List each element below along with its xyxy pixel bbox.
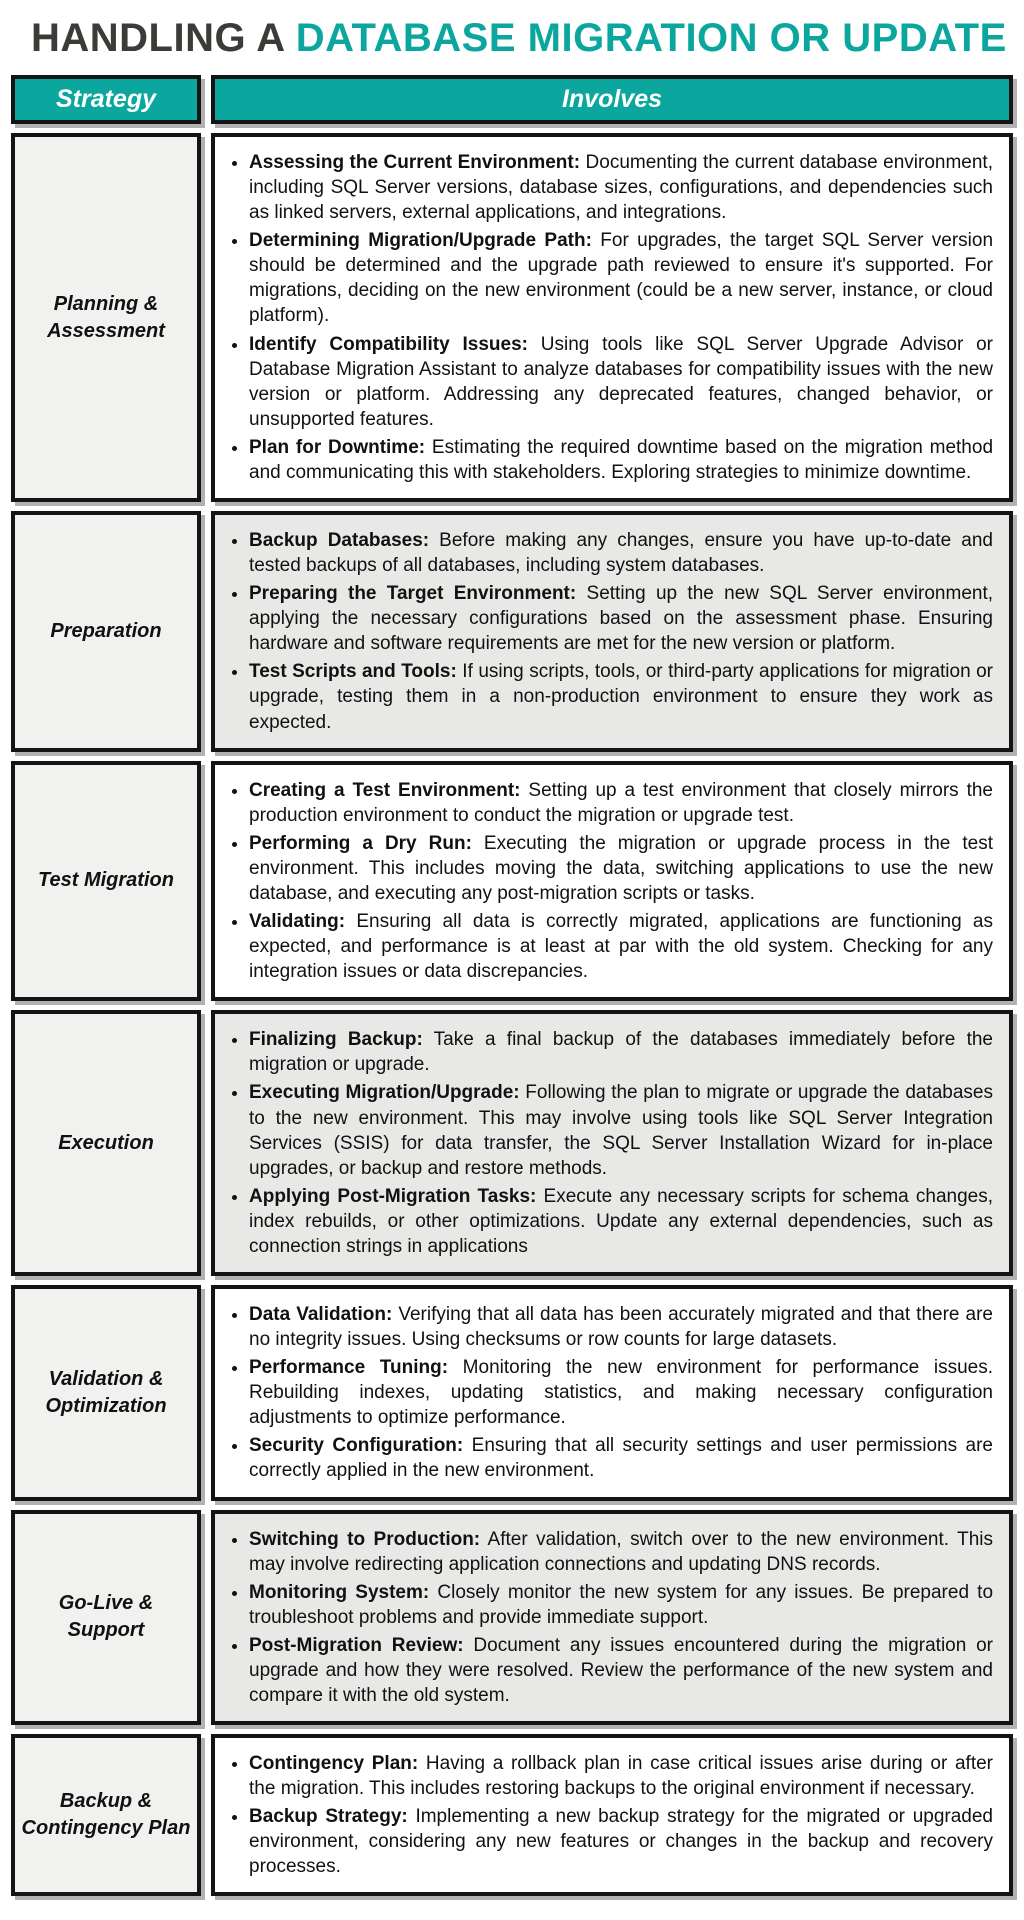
item-text: Monitoring the new environment for performance issues. Rebuilding indexes, updating statistics, and making necessary configuration adjustments to optimize performance. <box>249 1357 993 1429</box>
item-lead: Plan for Downtime: <box>249 436 426 458</box>
involves-item <box>249 1633 993 1708</box>
item-text: For upgrades, the target SQL Server version should be determined and the upgrade path reviewed to ensure it's supported. For migrations, deciding on the new environment (could be a new server, instance, or cloud platform). <box>249 230 994 327</box>
involves-item <box>249 778 993 828</box>
item-text: Using tools like SQL Server Upgrade Advisor or Database Migration Assistant to analyze databases for compatibility issues with the new version or platform. Addressing any deprecated features, changed behavior, or unsupported features. <box>249 333 994 430</box>
involves-cell <box>211 133 1013 502</box>
item-text: If using scripts, tools, or third-party applications for migration or upgrade, testing them in a non-production environment to ensure they work as expected. <box>249 661 994 733</box>
item-text: Execute any necessary scripts for schema changes, index rebuilds, or other optimizations. Update any external dependencies, such as connection strings in applications <box>249 1185 994 1257</box>
page-title <box>31 16 1013 61</box>
strategy-label: Backup & Contingency Plan <box>21 1790 191 1840</box>
table-row <box>11 511 1013 752</box>
item-lead: Security Configuration: <box>249 1435 464 1457</box>
strategy-cell <box>11 1734 201 1896</box>
item-text: Estimating the required downtime based on the migration method and communicating this with stakeholders. Exploring strategies to minimize downtime. <box>249 436 994 483</box>
involves-list <box>223 1027 993 1259</box>
strategy-label: Go-Live & Support <box>58 1592 154 1642</box>
item-lead: Finalizing Backup: <box>249 1029 423 1051</box>
item-text: Verifying that all data has been accurately migrated and that there are no integrity issues. Using checksums or row counts for large datasets. <box>249 1303 993 1351</box>
involves-item <box>249 528 993 578</box>
item-lead: Post-Migration Review: <box>249 1634 464 1656</box>
involves-item <box>249 1751 993 1801</box>
item-lead: Preparing the Target Environment: <box>249 583 577 605</box>
strategy-cell <box>11 511 201 752</box>
involves-cell <box>211 511 1013 752</box>
involves-list <box>223 1751 993 1879</box>
involves-item <box>249 228 993 328</box>
item-text: Implementing a new backup strategy for the migrated or upgraded environment, considering any new features or changes in the backup and recovery processes. <box>249 1806 993 1878</box>
involves-item <box>249 909 993 984</box>
involves-cell <box>211 761 1013 1002</box>
item-text: Ensuring all data is correctly migrated, applications are functioning as expected, and performance is at least at par with the old system. Checking for any integration issues or data discrepancies. <box>249 911 993 983</box>
table-row <box>11 1010 1013 1276</box>
item-lead: Test Scripts and Tools: <box>249 661 457 683</box>
involves-item <box>249 332 993 432</box>
involves-item <box>249 435 993 485</box>
item-lead: Monitoring System: <box>249 1581 430 1603</box>
strategy-label: Planning & Assessment <box>47 292 165 342</box>
involves-item <box>249 1580 993 1630</box>
strategy-cell <box>11 1285 201 1501</box>
title-highlight: DATABASE MIGRATION OR UPDATE <box>295 16 1007 60</box>
involves-item <box>249 1355 993 1430</box>
item-lead: Data Validation: <box>249 1303 393 1325</box>
item-text: Before making any changes, ensure you have up-to-date and tested backups of all databases, including system databases. <box>249 530 993 577</box>
item-lead: Contingency Plan: <box>249 1753 419 1775</box>
item-text: Setting up a test environment that closely mirrors the production environment to conduct the migration or upgrade test. <box>249 779 993 826</box>
involves-cell <box>211 1285 1013 1501</box>
involves-item <box>249 150 993 225</box>
item-lead: Executing Migration/Upgrade: <box>249 1082 520 1104</box>
item-lead: Switching to Production: <box>249 1528 481 1550</box>
involves-item <box>249 1433 993 1483</box>
item-text: Setting up the new SQL Server environment, applying the necessary configurations based on the assessment phase. Ensuring hardware and software requirements are met for the new version or platform. <box>249 583 994 655</box>
table-row <box>11 1734 1013 1896</box>
strategy-label: Preparation <box>50 619 162 642</box>
involves-item <box>249 1302 993 1352</box>
involves-item <box>249 1027 993 1077</box>
involves-list <box>223 150 993 485</box>
table-row <box>11 1285 1013 1501</box>
strategy-label: Validation & Optimization <box>45 1367 167 1417</box>
involves-item <box>249 1184 993 1259</box>
item-text: After validation, switch over to the new environment. This may involve redirecting application connections and updating DNS records. <box>249 1528 994 1575</box>
item-text: Documenting the current database environment, including SQL Server versions, database sizes, configurations, and dependencies such as linked servers, external applications, and integrations. <box>249 152 993 224</box>
item-text: Closely monitor the new system for any issues. Be prepared to troubleshoot problems and provide immediate support. <box>249 1581 994 1628</box>
title-prefix: HANDLING A <box>31 16 285 60</box>
item-text: Ensuring that all security settings and user permissions are correctly applied in the new environment. <box>249 1435 993 1482</box>
column-header-strategy: Strategy <box>11 75 201 124</box>
item-text: Having a rollback plan in case critical issues arise during or after the migration. This includes restoring backups to the original environment if necessary. <box>249 1753 993 1800</box>
item-lead: Validating: <box>249 911 346 933</box>
involves-cell <box>211 1510 1013 1726</box>
involves-list <box>223 528 993 735</box>
involves-list <box>223 778 993 985</box>
table-header-row <box>11 75 1013 124</box>
item-lead: Applying Post-Migration Tasks: <box>249 1185 537 1207</box>
involves-item <box>249 1080 993 1180</box>
involves-cell <box>211 1010 1013 1276</box>
table-row <box>11 1510 1013 1726</box>
item-text: Executing the migration or upgrade process in the test environment. This includes moving the data, switching applications to use the new database, and executing any post-migration scripts or tasks. <box>249 832 993 904</box>
item-lead: Performance Tuning: <box>249 1357 449 1379</box>
strategy-label: Test Migration <box>38 869 174 892</box>
strategy-cell <box>11 1010 201 1276</box>
involves-item <box>249 1527 993 1577</box>
item-text: Following the plan to migrate or upgrade the databases to the new environment. This may involve using tools like SQL Server Integration Services (SSIS) for data transfer, the SQL Server Installation Wizard for in-place upgrades, or backup and restore methods. <box>249 1082 993 1179</box>
strategy-label: Execution <box>58 1131 154 1154</box>
involves-list <box>223 1527 993 1709</box>
strategy-cell <box>11 1510 201 1726</box>
table-row <box>11 133 1013 502</box>
involves-cell <box>211 1734 1013 1896</box>
involves-item <box>249 659 993 734</box>
migration-table <box>11 75 1013 1896</box>
item-lead: Backup Databases: <box>249 530 430 552</box>
item-lead: Performing a Dry Run: <box>249 832 472 854</box>
column-header-involves: Involves <box>211 75 1013 124</box>
involves-list <box>223 1302 993 1484</box>
item-lead: Backup Strategy: <box>249 1806 408 1828</box>
item-lead: Assessing the Current Environment: <box>249 152 581 173</box>
strategy-cell <box>11 761 201 1002</box>
item-lead: Identify Compatibility Issues: <box>249 333 528 355</box>
item-text: Document any issues encountered during the migration or upgrade and how they were resolved. Review the performance of the new system and compare it with the old system. <box>249 1634 994 1706</box>
item-lead: Creating a Test Environment: <box>249 779 521 801</box>
table-row <box>11 761 1013 1002</box>
involves-item <box>249 831 993 906</box>
item-lead: Determining Migration/Upgrade Path: <box>249 230 592 252</box>
involves-item <box>249 1804 993 1879</box>
strategy-cell <box>11 133 201 502</box>
item-text: Take a final backup of the databases immediately before the migration or upgrade. <box>249 1029 993 1076</box>
involves-item <box>249 581 993 656</box>
